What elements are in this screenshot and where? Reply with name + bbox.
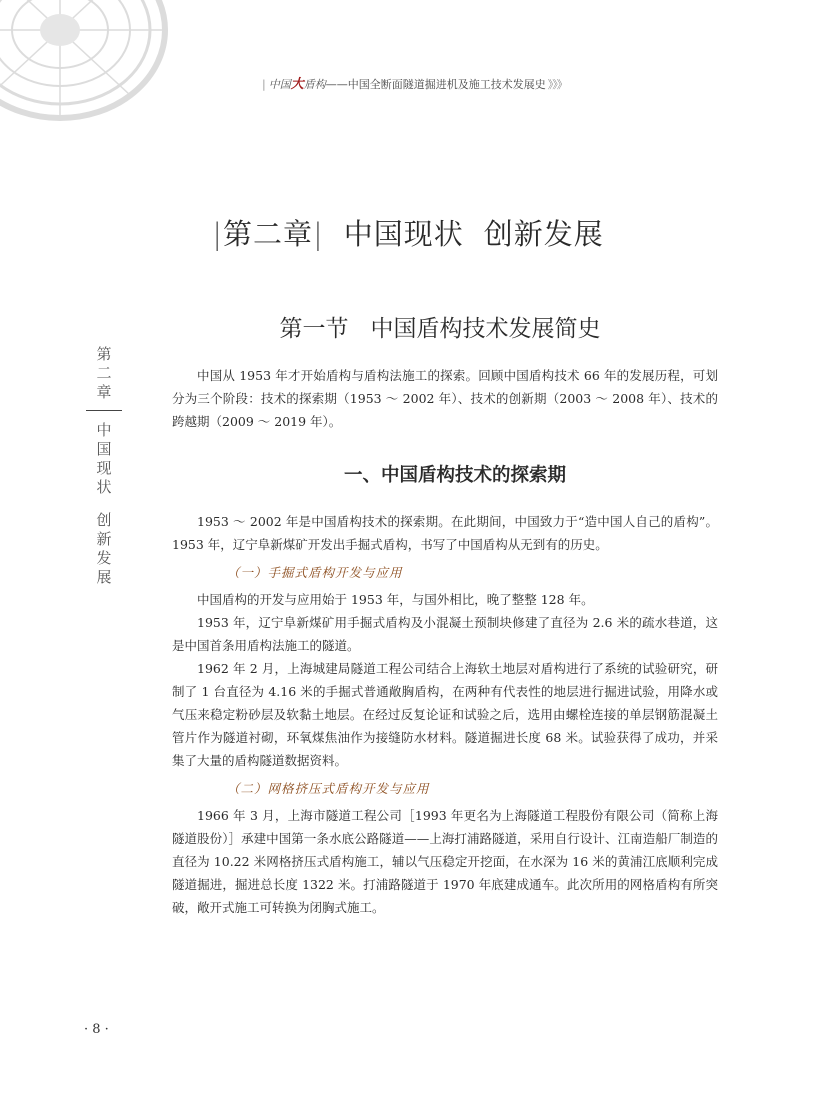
side-part-b: 创新发展 <box>96 511 112 586</box>
minor1-paragraph-3: 1962 年 2 月，上海城建局隧道工程公司结合上海软土地层对盾构进行了系统的试验研究，研制了 1 台直径为 4.16 米的手掘式普通敞胸盾构，在两种有代表性的地层进行掘进试验，用降水或气压来稳定粉砂层及软黏土地层。在经过反复论证和试验之后，选用由螺栓连接的单层钢筋混凝土管片作为隧道衬砌，环氧煤焦油作为接缝防水材料。隧道掘进长度 68 米。试验获得了成功，并采集了大量的盾构隧道数据资料。 <box>172 661 718 768</box>
section-label: 第一节 <box>279 316 349 342</box>
running-header: | 中国大盾构——中国全断面隧道掘进机及施工技术发展史 》》》 <box>262 77 567 92</box>
intro-paragraph: 中国从 1953 年才开始盾构与盾构法施工的探索。回顾中国盾构技术 66 年的发展历程，可划分为三个阶段：技术的探索期（1953 ～ 2002 年）、技术的创新期（2003 ～ 2008 年）、技术的跨越期（2009 ～ 2019 年）。 <box>172 368 718 429</box>
minor-heading-1: （一）手掘式盾构开发与应用 <box>227 565 403 580</box>
header-brand-1: 中国 <box>268 78 291 91</box>
subsection-heading-1: 一、中国盾构技术的探索期 <box>343 465 566 486</box>
header-subtitle: ——中国全断面隧道掘进机及施工技术发展史 <box>325 78 546 91</box>
minor2-paragraph-1: 1966 年 3 月，上海市隧道工程公司［1993 年更名为上海隧道工程股份有限公司（简称上海隧道股份）］承建中国第一条水底公路隧道——上海打浦路隧道，采用自行设计、江南造船厂制造的直径为 10.22 米网格挤压式盾构施工，辅以气压稳定开挖面，在水深为 16 米的黄浦江底顺利完成隧道掘进，掘进总长度 1322 米。打浦路隧道于 1970 年底建成通车。此次所用的网格盾构有所突破，敞开式施工可转换为闭胸式施工。 <box>172 808 718 915</box>
side-part-a: 中国现状 <box>96 421 112 496</box>
chapter-title-a: 中国现状 <box>343 217 464 251</box>
chapter-title: |第二章| 中国现状 创新发展 <box>212 217 604 251</box>
side-chapter-tab <box>86 345 122 587</box>
header-arrows: 》》》 <box>547 78 567 91</box>
subsection-paragraph-1: 1953 ～ 2002 年是中国盾构技术的探索期。在此期间，中国致力于“造中国人自己的盾构”。1953 年，辽宁阜新煤矿开发出手掘式盾构，书写了中国盾构从无到有的历史。 <box>172 514 718 552</box>
minor1-paragraph-2: 1953 年，辽宁阜新煤矿用手掘式盾构及小混凝土预制块修建了直径为 2.6 米的疏水巷道，这是中国首条用盾构法施工的隧道。 <box>172 615 718 653</box>
section-title <box>0 310 816 343</box>
chapter-label: 第二章 <box>222 217 313 251</box>
minor1-paragraph-1: 中国盾构的开发与应用始于 1953 年，与国外相比，晚了整整 128 年。 <box>197 592 594 607</box>
side-chapter-label: 第二章 <box>96 345 112 401</box>
chapter-title-b: 创新发展 <box>483 217 604 251</box>
minor-heading-2: （二）网格挤压式盾构开发与应用 <box>227 781 430 796</box>
body-text <box>172 364 718 919</box>
header-brand-3: 盾构 <box>303 78 326 91</box>
section-name: 中国盾构技术发展简史 <box>370 316 601 342</box>
page-number: · 8 · <box>84 1022 109 1037</box>
tunnel-ring-decoration <box>0 0 190 130</box>
side-divider <box>86 410 122 411</box>
header-brand-2: 大 <box>290 77 304 92</box>
